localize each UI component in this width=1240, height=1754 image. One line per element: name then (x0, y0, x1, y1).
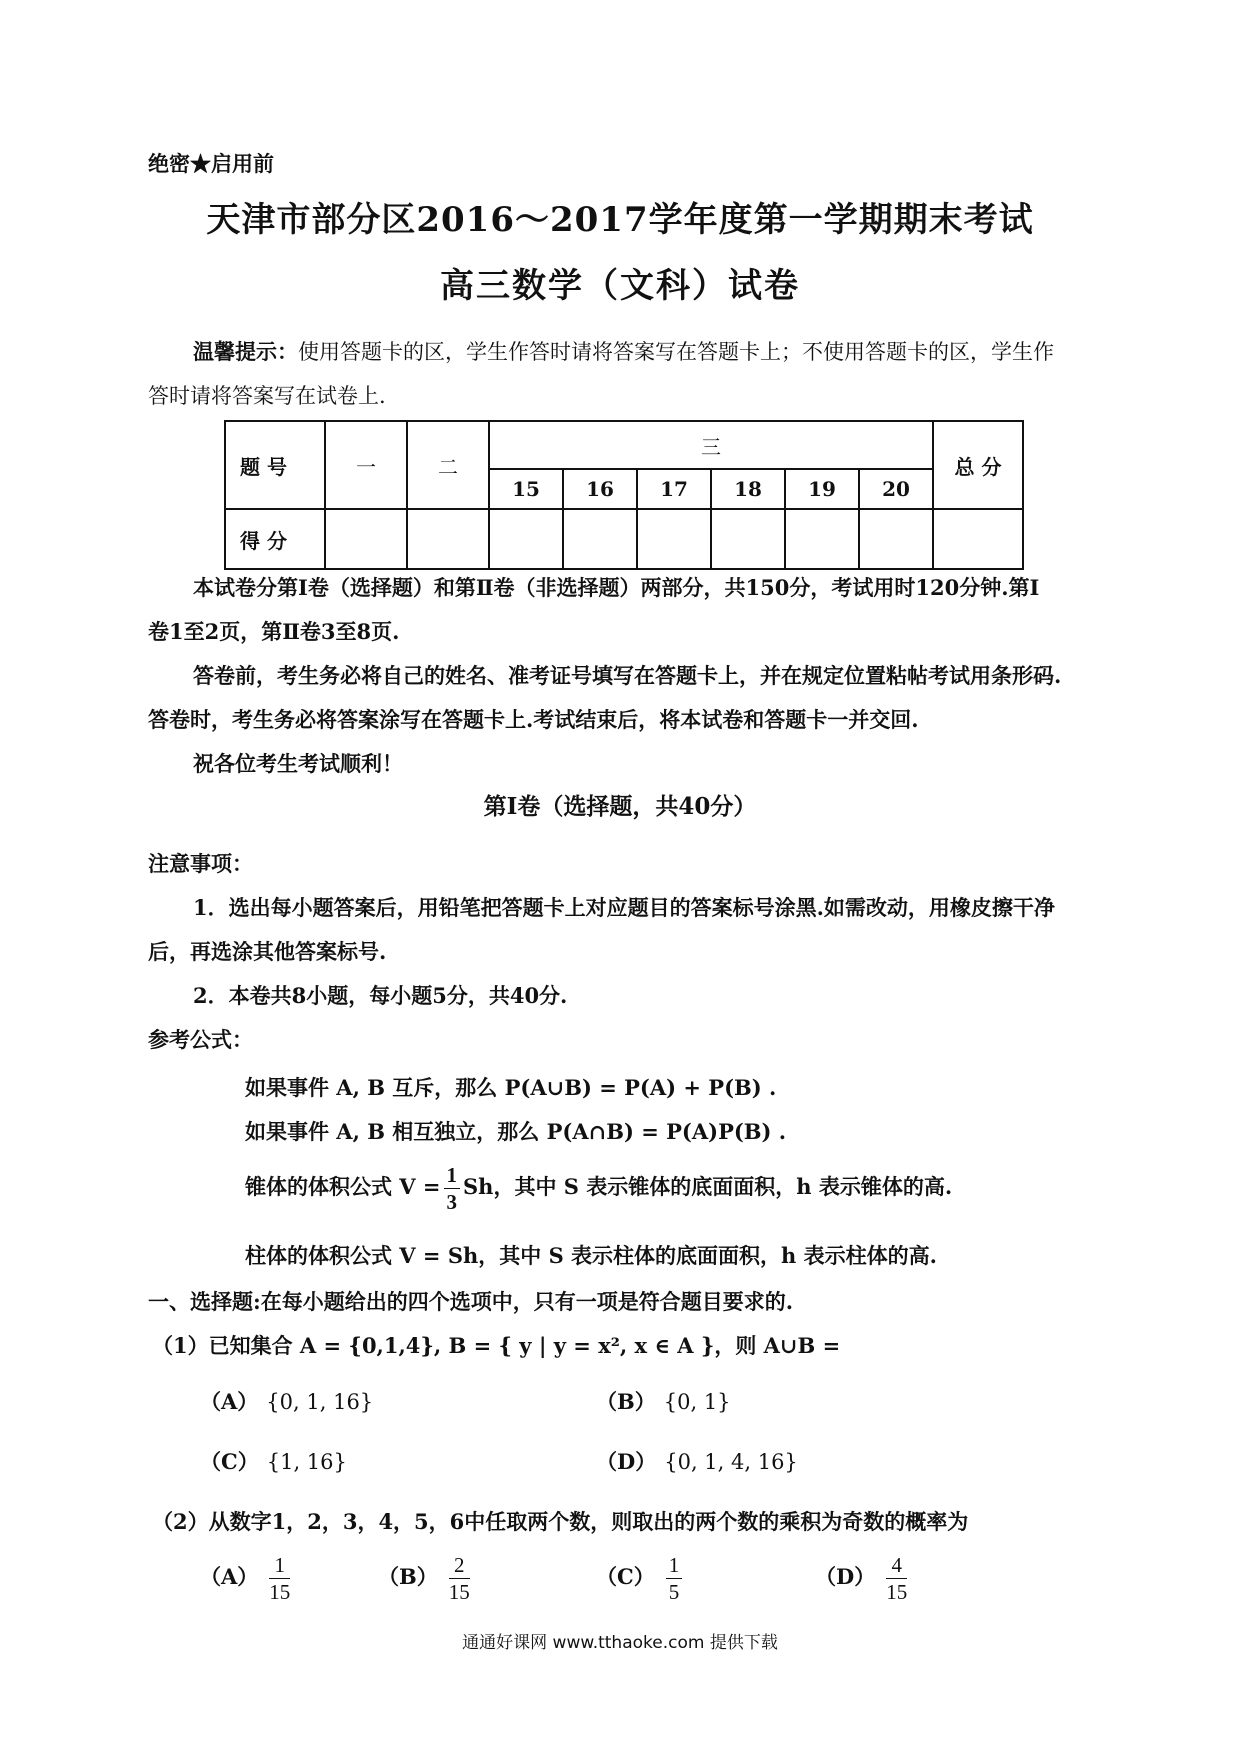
note1-line2: 后，再选涂其他答案标号. (148, 939, 387, 964)
option-value: {0, 1} (663, 1390, 731, 1414)
option-fraction (886, 1552, 907, 1605)
fraction-one-third (444, 1162, 461, 1215)
formula-title: 参考公式： (148, 1027, 253, 1052)
section1-title: 第Ⅰ卷（选择题，共40分） (483, 793, 757, 820)
col-part3: 三 (489, 421, 933, 469)
option-value: {0, 1, 16} (266, 1390, 374, 1414)
option-value: {1, 16} (266, 1450, 347, 1474)
intro-p2-line1: 答卷前，考生务必将自己的姓名、准考证号填写在答题卡上，并在规定位置粘帖考试用条形码. (193, 663, 1062, 688)
option-label: （D） (815, 1564, 876, 1589)
tip-line2: 答时请将答案写在试卷上. (148, 384, 386, 408)
col-part1: 一 (325, 421, 407, 509)
exam-subtitle: 高三数学（文科）试卷 (440, 266, 800, 306)
col-q17: 17 (637, 469, 711, 509)
intro-block (148, 566, 1108, 786)
option-label: （B） (596, 1389, 656, 1414)
formula-f4: 柱体的体积公式 V = Sh，其中 S 表示柱体的底面面积，h 表示柱体的高. (245, 1243, 937, 1268)
fraction-numerator: 4 (886, 1552, 907, 1579)
option-label: （A） (200, 1564, 259, 1589)
footer-download-note: 通通好课网 www.tthaoke.com 提供下载 (462, 1633, 778, 1653)
intro-p2-line2: 答卷时，考生务必将答案涂写在答题卡上.考试结束后，将本试卷和答题卡一并交回. (148, 707, 919, 732)
q1-option-a (200, 1386, 373, 1416)
col-q15: 15 (489, 469, 563, 509)
option-fraction (269, 1552, 290, 1605)
tip-block (148, 330, 1103, 418)
option-label: （A） (200, 1389, 259, 1414)
q2-option-a (200, 1552, 293, 1605)
col-total: 总 分 (933, 421, 1023, 509)
fraction-denominator: 5 (668, 1580, 680, 1604)
score-table (224, 420, 1024, 570)
q1-option-b (596, 1386, 731, 1416)
score-cell (859, 509, 933, 569)
q2-option-b (378, 1552, 473, 1605)
score-label: 得 分 (225, 509, 325, 569)
score-cell (711, 509, 785, 569)
note1-line1: 1．选出每小题答案后，用铅笔把答题卡上对应题目的答案标号涂黑.如需改动，用橡皮擦干净 (193, 895, 1055, 920)
formula-f1: 如果事件 A, B 互斥，那么 P(A∪B) = P(A) + P(B) . (245, 1075, 777, 1100)
option-label: （C） (200, 1449, 259, 1474)
formula-f3-pre: 锥体的体积公式 V = (245, 1174, 441, 1199)
score-cell (785, 509, 859, 569)
score-cell (563, 509, 637, 569)
fraction-numerator: 1 (269, 1552, 290, 1579)
formula-f2: 如果事件 A, B 相互独立，那么 P(A∩B) = P(A)P(B) . (245, 1119, 787, 1144)
q2-option-c (596, 1552, 685, 1605)
score-cell (933, 509, 1023, 569)
score-cell (325, 509, 407, 569)
intro-p3: 祝各位考生考试顺利！ (193, 751, 403, 776)
part1-heading: 一、选择题:在每小题给出的四个选项中，只有一项是符合题目要求的. (148, 1289, 794, 1314)
option-label: （C） (596, 1564, 655, 1589)
option-label: （B） (378, 1564, 438, 1589)
option-label: （D） (596, 1449, 657, 1474)
col-q16: 16 (563, 469, 637, 509)
col-q19: 19 (785, 469, 859, 509)
score-cell (637, 509, 711, 569)
score-cell (407, 509, 489, 569)
fraction-numerator: 1 (444, 1162, 461, 1189)
fraction-denominator: 3 (446, 1190, 458, 1214)
formula-f3-post: Sh，其中 S 表示锥体的底面面积，h 表示锥体的高. (463, 1174, 953, 1199)
question-number-label: 题 号 (225, 421, 325, 509)
notes-title: 注意事项： (148, 851, 253, 876)
notes-block (148, 842, 1108, 1062)
intro-p1-line1: 本试卷分第Ⅰ卷（选择题）和第Ⅱ卷（非选择题）两部分，共150分，考试用时120分钟.第Ⅰ (193, 575, 1040, 600)
tip-label: 温馨提示： (193, 339, 298, 364)
q2-stem: （2）从数字1，2，3，4，5，6中任取两个数，则取出的两个数的乘积为奇数的概率为 (152, 1509, 969, 1534)
score-cell (489, 509, 563, 569)
fraction-denominator: 15 (269, 1580, 291, 1604)
option-fraction (449, 1552, 470, 1605)
tip-line1: 使用答题卡的区，学生作答时请将答案写在答题卡上；不使用答题卡的区，学生作 (298, 340, 1054, 364)
q1-option-d (596, 1446, 798, 1476)
fraction-numerator: 1 (666, 1552, 683, 1579)
option-fraction (666, 1552, 683, 1605)
q1-option-c (200, 1446, 347, 1476)
fraction-denominator: 15 (448, 1580, 470, 1604)
exam-title: 天津市部分区2016～2017学年度第一学期期末考试 (206, 200, 1034, 240)
option-value: {0, 1, 4, 16} (664, 1450, 798, 1474)
q2-option-d (815, 1552, 910, 1605)
confidential-label: 绝密★启用前 (148, 151, 274, 176)
intro-p1-line2: 卷1至2页，第Ⅱ卷3至8页. (148, 619, 400, 644)
col-q20: 20 (859, 469, 933, 509)
formula-f3 (245, 1162, 1145, 1215)
note2: 2．本卷共8小题，每小题5分，共40分. (193, 983, 568, 1008)
col-part2: 二 (407, 421, 489, 509)
col-q18: 18 (711, 469, 785, 509)
q1-stem: （1）已知集合 A = {0,1,4}, B = { y | y = x², x ∈ A }，则 A∪B = (152, 1333, 841, 1358)
fraction-numerator: 2 (449, 1552, 470, 1579)
fraction-denominator: 15 (886, 1580, 908, 1604)
